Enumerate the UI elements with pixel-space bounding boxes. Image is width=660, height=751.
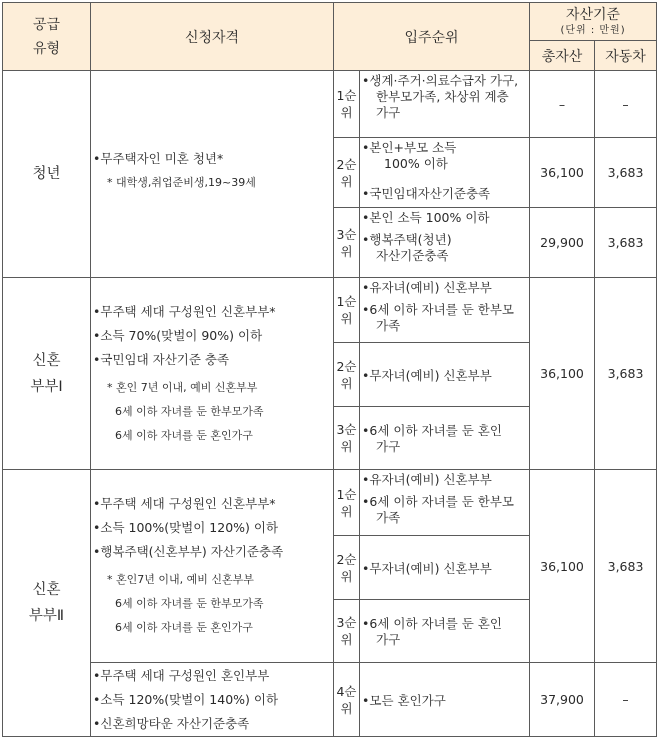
newlywed-1-rank-3: 3순 위: [334, 407, 360, 470]
header-move-in-order: 입주순위: [334, 3, 530, 71]
header-supply-type: 공급 유형: [3, 3, 91, 71]
newlywed-2-rank-1: 1순 위: [334, 470, 360, 536]
header-car: 자동차: [595, 41, 657, 71]
newlywed-1-rank-2: 2순 위: [334, 343, 360, 407]
youth-rank-3-car: 3,683: [595, 208, 657, 278]
header-total-asset: 총자산: [530, 41, 595, 71]
youth-rank-1: 1순 위: [334, 71, 360, 138]
newlywed-2-rank-4-car: –: [595, 663, 657, 737]
newlywed-1-qualification: •무주택 세대 구성원인 신혼부부* •소득 70%(맞벌이 90%) 이하 •국민임대 자산기준 충족 * 혼인 7년 이내, 예비 신혼부부 6세 이하 자녀를 둔 한부모가족 6세 이하 자녀를 둔 혼인가구: [91, 278, 334, 470]
newlywed-1-rank-1-order: •유자녀(예비) 신혼부부 •6세 이하 자녀를 둔 한부모 가족: [360, 278, 530, 343]
youth-rank-2: 2순 위: [334, 138, 360, 208]
newlywed-2-rank-4-total: 37,900: [530, 663, 595, 737]
newlywed-2-car: 3,683: [595, 470, 657, 663]
supply-criteria-table: [2, 2, 657, 737]
newlywed-1-total: 36,100: [530, 278, 595, 470]
newlywed-2-qualification: •무주택 세대 구성원인 신혼부부* •소득 100%(맞벌이 120%) 이하 •행복주택(신혼부부) 자산기준충족 * 혼인7년 이내, 예비 신혼부부 6세 이하 자녀를 둔 한부모가족 6세 이하 자녀를 둔 혼인가구: [91, 470, 334, 663]
newlywed-2-rank-4: 4순 위: [334, 663, 360, 737]
header-asset-criteria: 자산기준 (단위 : 만원): [530, 3, 657, 41]
type-newlywed-2: 신혼 부부Ⅱ: [3, 470, 91, 737]
newlywed-1-rank-3-order: •6세 이하 자녀를 둔 혼인 가구: [360, 407, 530, 470]
newlywed-2-rank-3: 3순 위: [334, 600, 360, 663]
youth-rank-1-total: –: [530, 71, 595, 138]
newlywed-1-rank-1: 1순 위: [334, 278, 360, 343]
newlywed-2-rank-4-qualification: •무주택 세대 구성원인 혼인부부 •소득 120%(맞벌이 140%) 이하 •신혼희망타운 자산기준충족: [91, 663, 334, 737]
newlywed-2-total: 36,100: [530, 470, 595, 663]
header-qualification: 신청자격: [91, 3, 334, 71]
youth-qualification: •무주택자인 미혼 청년* * 대학생,취업준비생,19~39세: [91, 71, 334, 278]
youth-rank-2-car: 3,683: [595, 138, 657, 208]
newlywed-1-rank-2-order: •무자녀(예비) 신혼부부: [360, 343, 530, 407]
youth-rank-3-total: 29,900: [530, 208, 595, 278]
newlywed-2-rank-4-order: •모든 혼인가구: [360, 663, 530, 737]
type-youth: 청년: [3, 71, 91, 278]
newlywed-2-rank-2: 2순 위: [334, 536, 360, 600]
type-newlywed-1: 신혼 부부Ⅰ: [3, 278, 91, 470]
newlywed-2-rank-1-order: •유자녀(예비) 신혼부부 •6세 이하 자녀를 둔 한부모 가족: [360, 470, 530, 536]
youth-rank-2-total: 36,100: [530, 138, 595, 208]
newlywed-2-rank-3-order: •6세 이하 자녀를 둔 혼인 가구: [360, 600, 530, 663]
newlywed-2-rank-2-order: •무자녀(예비) 신혼부부: [360, 536, 530, 600]
youth-rank-3-order: •본인 소득 100% 이하 •행복주택(청년) 자산기준충족: [360, 208, 530, 278]
youth-rank-2-order: •본인+부모 소득 100% 이하 •국민임대자산기준충족: [360, 138, 530, 208]
newlywed-1-car: 3,683: [595, 278, 657, 470]
youth-rank-1-car: –: [595, 71, 657, 138]
youth-rank-3: 3순 위: [334, 208, 360, 278]
youth-rank-1-order: •생계·주거·의료수급자 가구, 한부모가족, 차상위 계층 가구: [360, 71, 530, 138]
